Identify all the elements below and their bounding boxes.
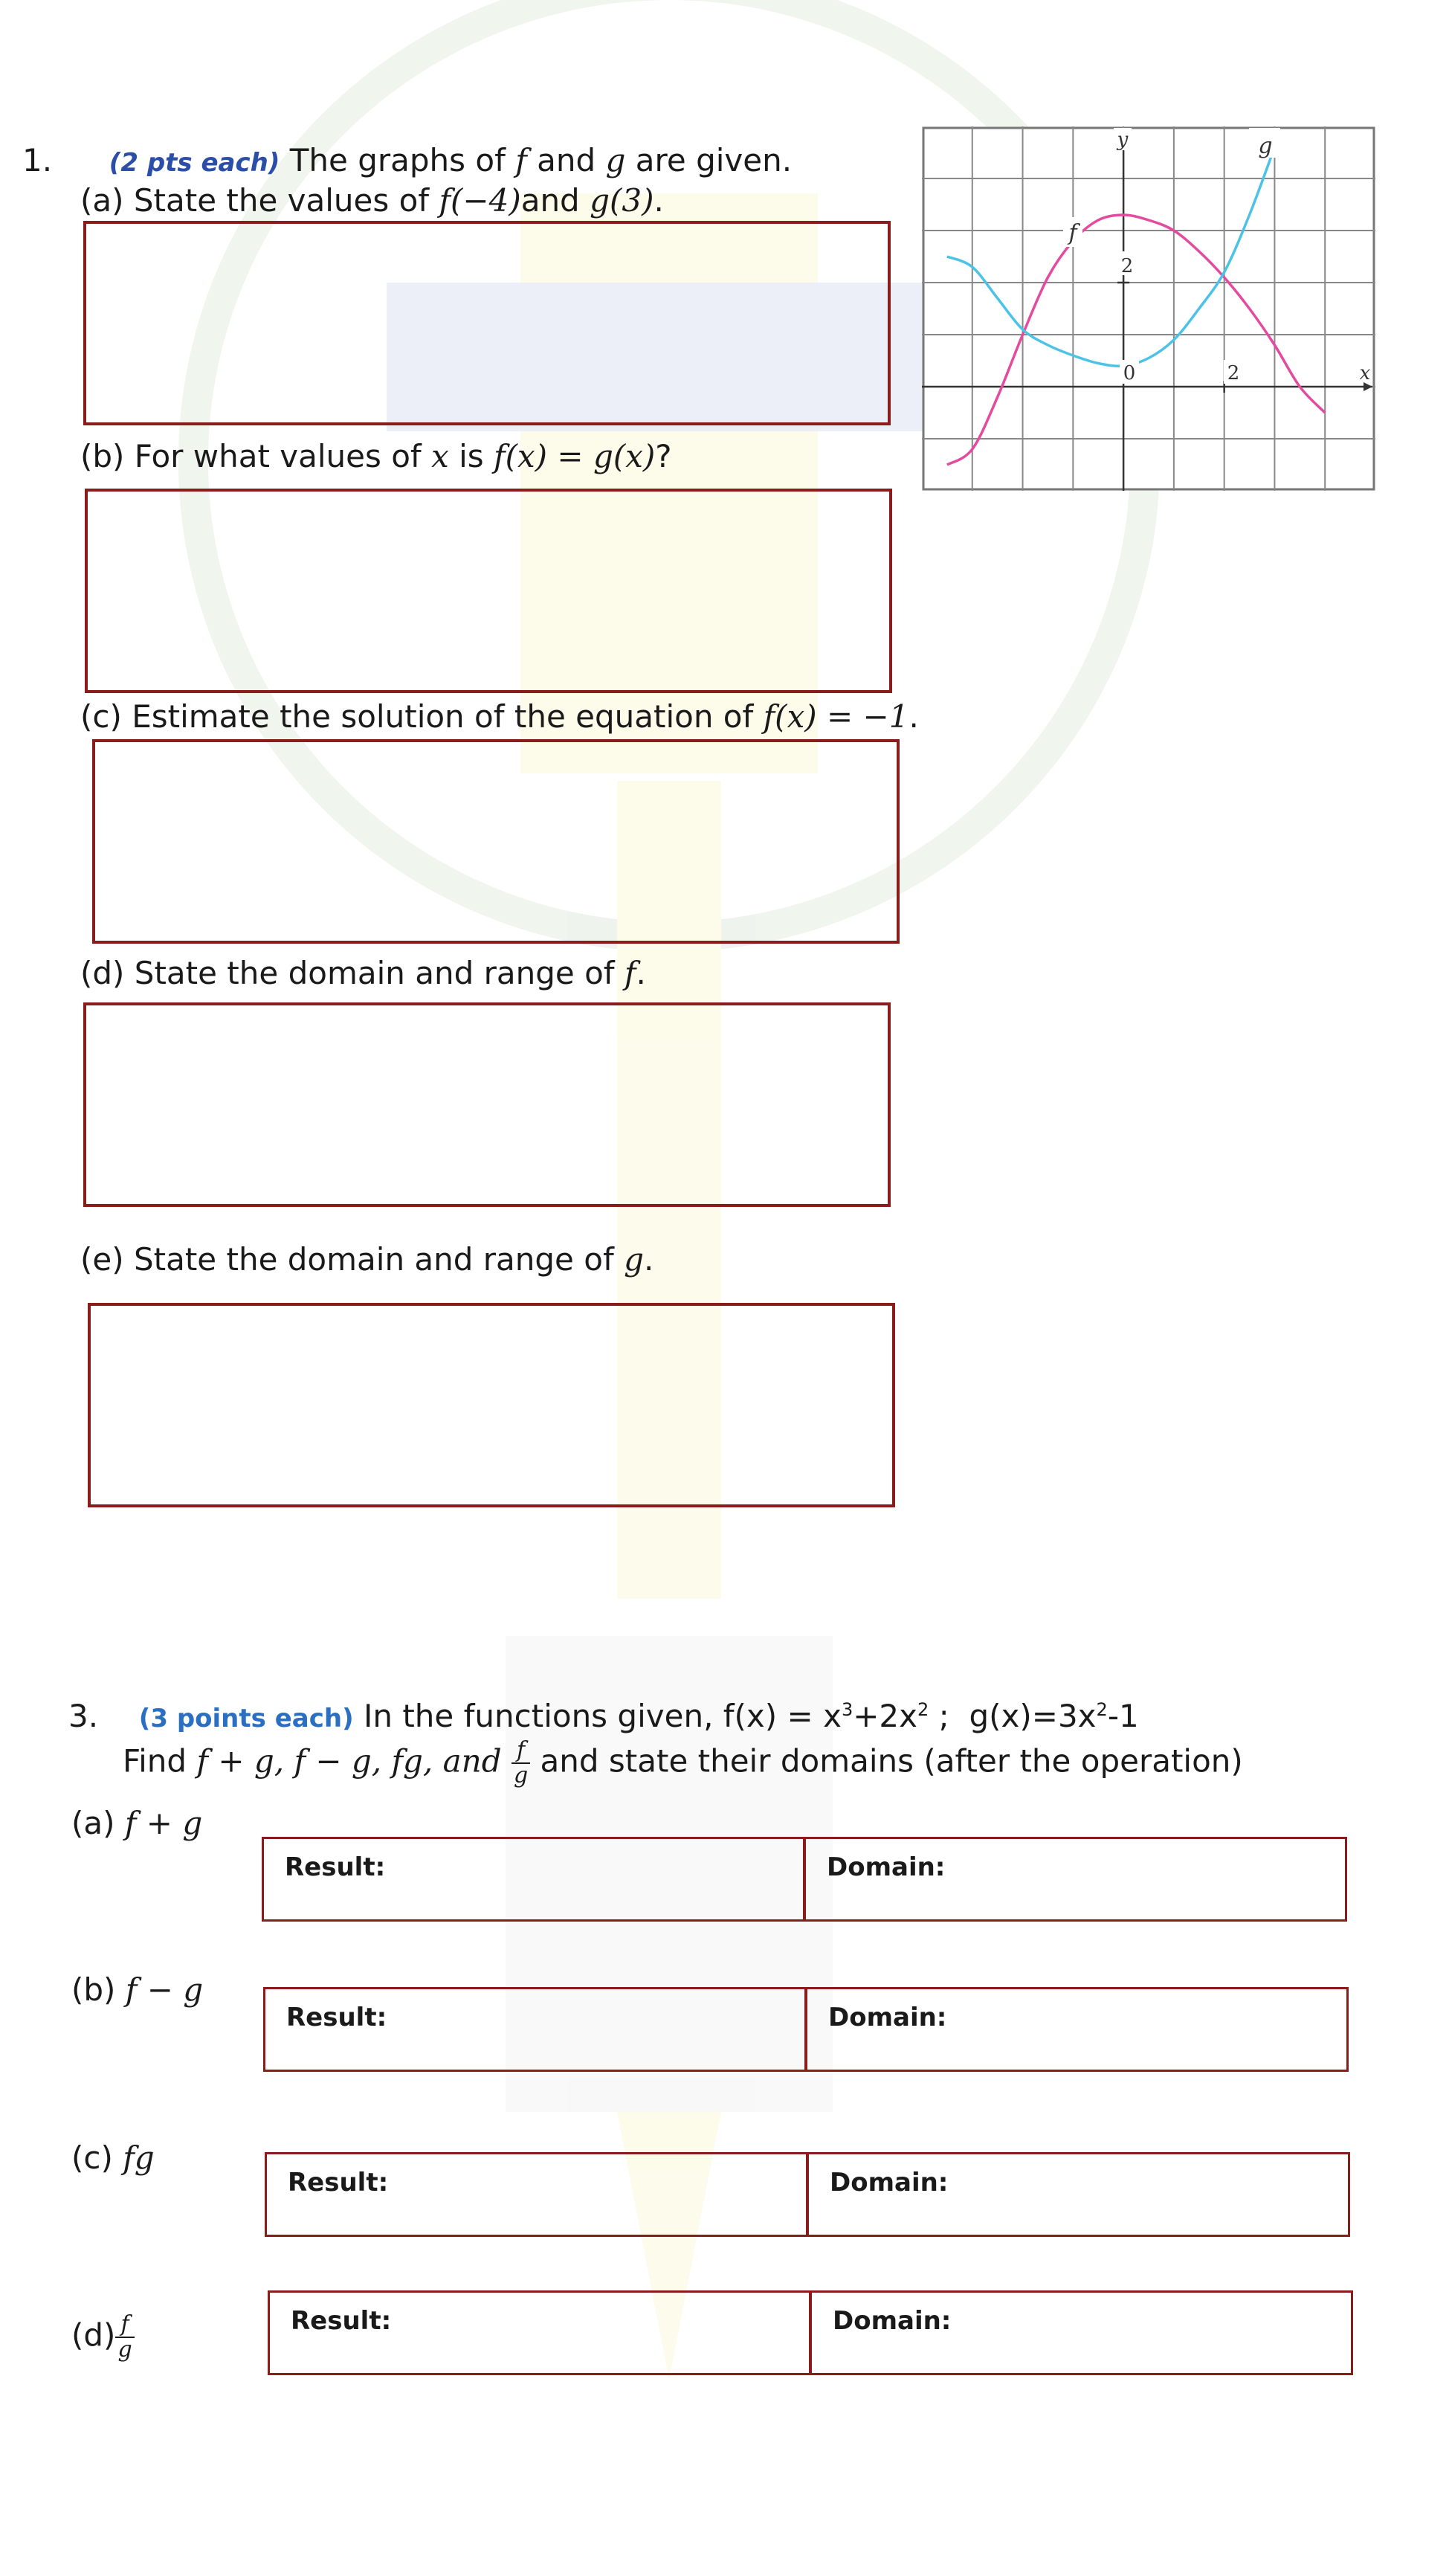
q3b-math: f − g [125, 1971, 204, 2008]
q1a-prompt [80, 181, 664, 220]
q1d-text: (d) State the domain and range of [80, 955, 615, 991]
q1b-var: x [431, 438, 449, 474]
q3-exp3: 3 [841, 1699, 853, 1720]
q3d-result-label: Result: [291, 2306, 392, 2336]
q1c-end: . [909, 698, 919, 735]
q3-exp2a: 2 [917, 1699, 929, 1720]
q1d-end: . [636, 955, 646, 991]
q1a-text: (a) State the values of [80, 182, 430, 219]
q1-f: f [515, 142, 527, 178]
q3d-fraction [115, 2313, 134, 2362]
q3-points: (3 points each) [138, 1704, 354, 1733]
q3a-math: f + g [124, 1805, 203, 1841]
q1a-mid: and [520, 182, 580, 219]
answer-box-b[interactable] [85, 489, 892, 693]
q3a-letter: (a) [71, 1805, 115, 1841]
q3b-answer-row [263, 1987, 1349, 2072]
q3c-label [71, 2139, 155, 2177]
answer-box-a[interactable] [83, 221, 891, 425]
q3c-result-label: Result: [288, 2168, 389, 2197]
q3a-domain-label: Domain: [827, 1852, 946, 1882]
q3b-result-label: Result: [286, 2003, 387, 2032]
q1a-math1: f(−4) [439, 182, 521, 219]
q1-number: 1. [22, 142, 53, 178]
q1a-end: . [653, 182, 664, 219]
q3d-label [71, 2313, 135, 2362]
q1-and: and [537, 142, 596, 178]
graph-tick-0: 0 [1123, 362, 1136, 384]
q3-exp2b: 2 [1096, 1699, 1108, 1720]
q3c-domain-field[interactable] [806, 2154, 1348, 2235]
graph-frame [923, 128, 1374, 489]
q3d-domain-label: Domain: [833, 2306, 952, 2336]
q1b-math: f(x) = g(x) [494, 438, 656, 474]
q1b-text: (b) For what values of [80, 438, 422, 474]
q1a-math2: g(3) [590, 182, 654, 219]
q3a-result-field[interactable] [264, 1839, 803, 1919]
q1c-prompt [80, 698, 919, 736]
graph-f-label: f [1068, 220, 1077, 246]
answer-box-d[interactable] [83, 1002, 891, 1207]
graph-y-label: y [1117, 129, 1129, 151]
q3d-answer-row [268, 2290, 1353, 2375]
q3-plus2x: +2x [853, 1698, 917, 1734]
q1e-end: . [643, 1241, 654, 1278]
q3d-frac-den: g [117, 2337, 132, 2363]
q3-frac-num: f [511, 1739, 530, 1764]
q1c-text: (c) Estimate the solution of the equation of [80, 698, 754, 735]
q1-points: (2 pts each) [109, 148, 280, 178]
q3-ops: f + g, f − g, fg, and [196, 1742, 502, 1780]
function-graph [922, 126, 1375, 491]
q3a-answer-row [262, 1837, 1347, 1922]
q1-g: g [605, 142, 626, 178]
q1-are-given: are given. [635, 142, 793, 178]
q3d-letter: (d) [71, 2316, 116, 2354]
q3b-letter: (b) [71, 1971, 116, 2008]
q1b-is: is [459, 438, 484, 474]
q3d-result-field[interactable] [270, 2293, 809, 2373]
q3-intro: In the functions given, f(x) = x [363, 1698, 842, 1734]
q3-instruction [123, 1739, 1243, 1788]
q3d-frac-num: f [115, 2313, 134, 2338]
q1e-var: g [624, 1241, 644, 1278]
q3c-result-field[interactable] [267, 2154, 806, 2235]
q3-find: Find [123, 1742, 187, 1780]
q3c-domain-label: Domain: [830, 2168, 949, 2197]
q1b-prompt [80, 437, 672, 476]
q3b-result-field[interactable] [265, 1989, 804, 2070]
q3-number: 3. [68, 1698, 99, 1734]
q1b-end: ? [655, 438, 672, 474]
graph-g-label: g [1258, 133, 1273, 159]
answer-box-c[interactable] [92, 739, 900, 944]
graph-tick-2-x: 2 [1227, 362, 1240, 384]
q1e-prompt [80, 1240, 653, 1279]
q1-intro: The graphs of [289, 142, 506, 178]
q3a-result-label: Result: [285, 1852, 386, 1882]
q1d-var: f [624, 955, 636, 991]
q1c-math: f(x) = −1 [763, 698, 909, 735]
q1-header [22, 141, 792, 182]
q3d-domain-field[interactable] [809, 2293, 1351, 2373]
answer-box-e[interactable] [88, 1303, 895, 1507]
q3-minus1: -1 [1107, 1698, 1139, 1734]
q3b-domain-field[interactable] [804, 1989, 1346, 2070]
q3a-label [71, 1804, 202, 1843]
q3-sep: ; g(x)=3x [929, 1698, 1097, 1734]
q3-header [68, 1697, 1139, 1738]
q1e-text: (e) State the domain and range of [80, 1241, 614, 1278]
q3-tail: and state their domains (after the operation) [540, 1742, 1243, 1780]
q3c-answer-row [265, 2152, 1350, 2237]
q3c-math: fg [123, 2139, 155, 2176]
q3a-domain-field[interactable] [803, 1839, 1345, 1919]
q3b-label [71, 1971, 203, 2009]
graph-tick-2-y: 2 [1120, 255, 1134, 277]
graph-x-label: x [1359, 362, 1371, 384]
q1d-prompt [80, 954, 646, 993]
q3-frac-den: g [513, 1762, 529, 1788]
q3-fraction [511, 1739, 530, 1788]
q3c-letter: (c) [71, 2139, 113, 2176]
q3b-domain-label: Domain: [828, 2003, 947, 2032]
